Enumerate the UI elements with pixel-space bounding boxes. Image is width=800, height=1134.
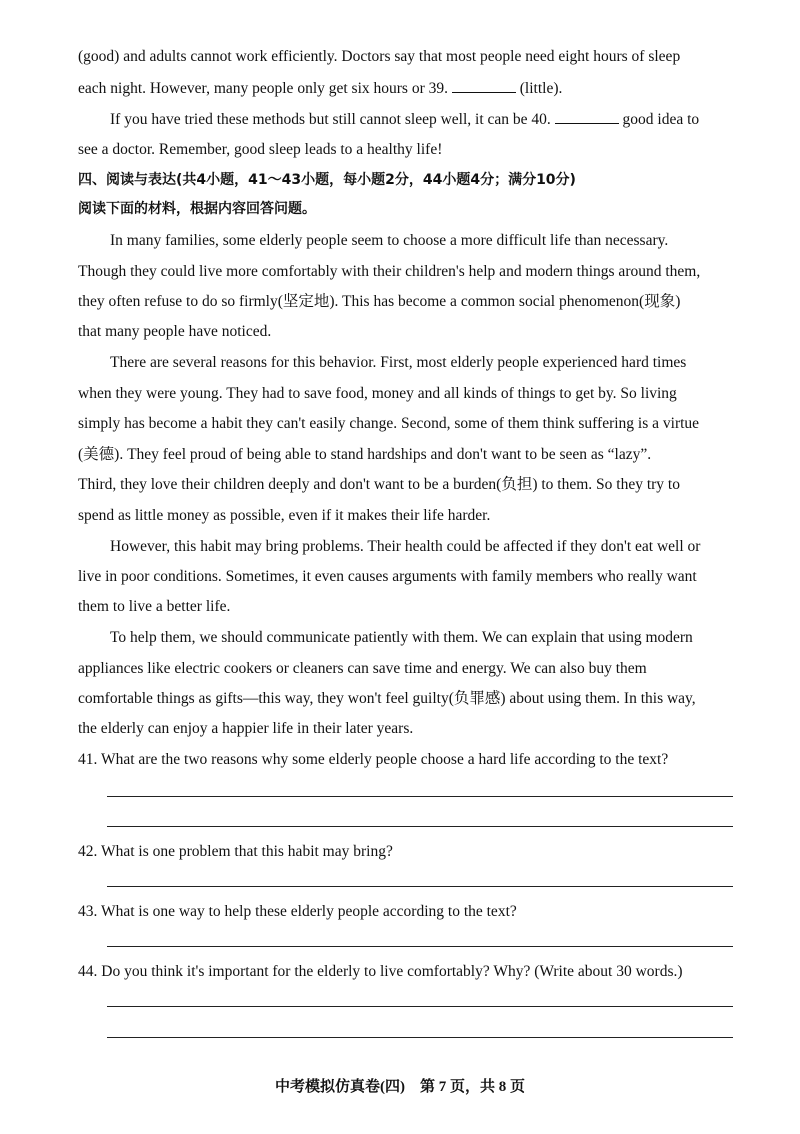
reading-line: they often refuse to do so firmly(坚定地). This has become a common social phenomenon(现象) [78,293,681,310]
question-text: What are the two reasons why some elderly people choose a hard life according to the text? [100,751,669,768]
question-44 [78,962,683,982]
question-number: 43. [78,903,98,920]
blank-39[interactable] [452,78,516,93]
blank-40[interactable] [555,109,619,124]
reading-line: There are several reasons for this behavior. First, most elderly people experienced hard times [110,354,687,371]
passage-text: (little). [519,80,563,97]
reading-line: spend as little money as possible, even if it makes their life harder. [78,507,491,524]
question-text: What is one way to help these elderly people according to the text? [100,903,517,920]
passage-text: If you have tried these methods but still cannot sleep well, it can be 40. [110,111,551,128]
passage-line [110,109,699,130]
answer-line-42[interactable] [107,886,733,887]
question-43 [78,902,517,922]
passage-line: see a doctor. Remember, good sleep leads to a healthy life! [78,141,443,158]
reading-line: live in poor conditions. Sometimes, it even causes arguments with family members who really want [78,568,697,585]
question-42 [78,842,393,862]
question-number: 44. [78,963,98,980]
passage-text: each night. However, many people only get six hours or 39. [78,80,449,97]
reading-line: However, this habit may bring problems. Their health could be affected if they don't eat well or [110,538,701,555]
answer-line-43[interactable] [107,946,733,947]
question-number: 41. [78,751,98,768]
page-footer: 中考模拟仿真卷(四) 第 7 页，共 8 页 [275,1079,525,1095]
reading-line: (美德). They feel proud of being able to stand hardships and don't want to be seen as “lazy”. [78,446,652,463]
reading-line: when they were young. They had to save food, money and all kinds of things to get by. So living [78,385,677,402]
section-instruction: 阅读下面的材料，根据内容回答问题。 [78,201,316,217]
question-text: What is one problem that this habit may bring? [100,843,393,860]
reading-line: that many people have noticed. [78,323,272,340]
passage-text: good idea to [622,111,700,128]
reading-line: the elderly can enjoy a happier life in their later years. [78,720,414,737]
question-text: Do you think it's important for the elderly to live comfortably? Why? (Write about 30 words.) [101,963,683,980]
reading-line: appliances like electric cookers or cleaners can save time and energy. We can also buy them [78,660,647,677]
answer-line-41b[interactable] [107,826,733,827]
reading-line: comfortable things as gifts—this way, they won't feel guilty(负罪感) about using them. In this way, [78,690,696,707]
reading-line: Third, they love their children deeply and don't want to be a burden(负担) to them. So they try to [78,476,680,493]
passage-line [78,78,562,99]
passage-line: (good) and adults cannot work efficiently. Doctors say that most people need eight hours of sleep [78,48,681,65]
section-heading: 四、阅读与表达(共4小题，41～43小题，每小题2分，44小题4分；满分10分) [78,172,576,188]
answer-line-44b[interactable] [107,1037,733,1038]
answer-line-41a[interactable] [107,796,733,797]
reading-line: In many families, some elderly people seem to choose a more difficult life than necessary. [110,232,669,249]
reading-line: To help them, we should communicate patiently with them. We can explain that using modern [110,629,693,646]
reading-line: them to live a better life. [78,598,231,615]
reading-line: simply has become a habit they can't easily change. Second, some of them think suffering is a virtue [78,415,700,432]
question-number: 42. [78,843,98,860]
question-41 [78,750,668,770]
answer-line-44a[interactable] [107,1006,733,1007]
reading-line: Though they could live more comfortably with their children's help and modern things around them, [78,263,701,280]
